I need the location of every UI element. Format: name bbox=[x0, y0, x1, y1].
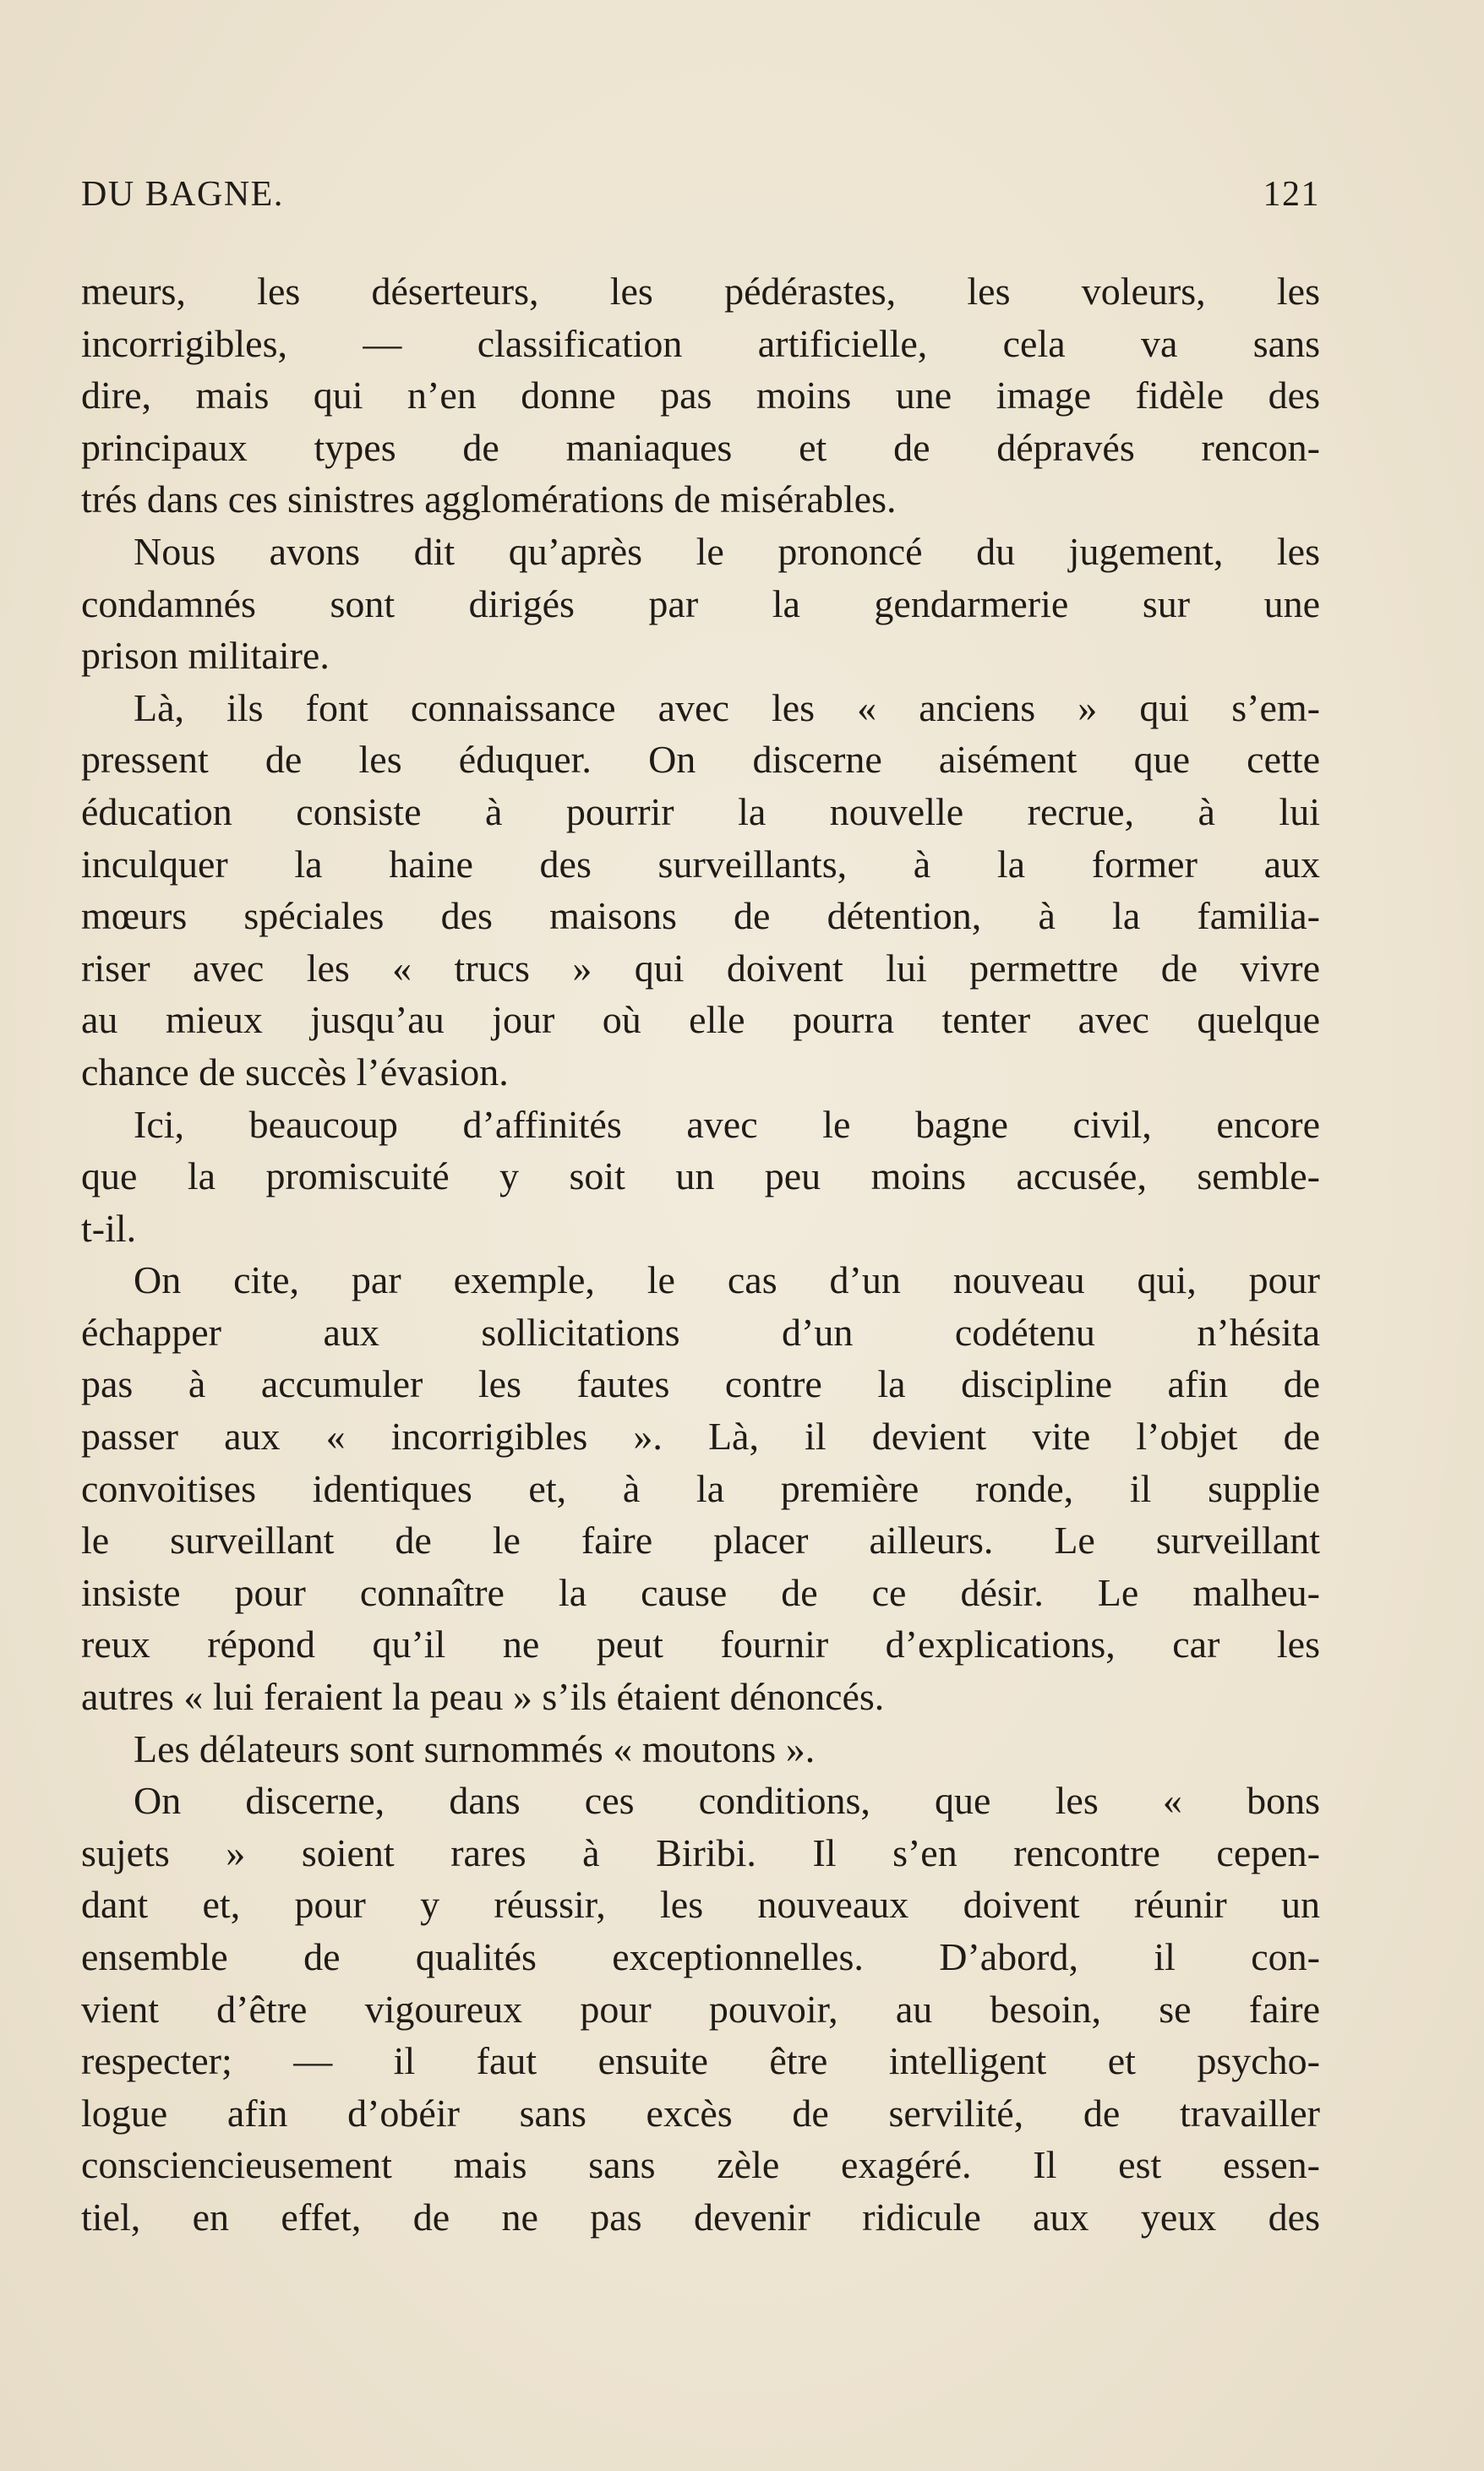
text-line: passer aux « incorrigibles ». Là, il devient vite l’objet de bbox=[81, 1415, 1320, 1459]
text-line: meurs, les déserteurs, les pédérastes, les voleurs, les bbox=[81, 270, 1320, 313]
text-line: au mieux jusqu’au jour où elle pourra tenter avec quelque bbox=[81, 998, 1320, 1042]
text-line: le surveillant de le faire placer ailleurs. Le surveillant bbox=[81, 1519, 1320, 1563]
running-title: DU BAGNE. bbox=[81, 175, 284, 214]
text-line: dire, mais qui n’en donne pas moins une image fidèle des bbox=[81, 374, 1320, 417]
text-line: Nous avons dit qu’après le prononcé du jugement, les bbox=[134, 529, 1320, 573]
text-line: inculquer la haine des surveillants, à la former aux bbox=[81, 842, 1320, 886]
text-line: convoitises identiques et, à la première ronde, il supplie bbox=[81, 1466, 1320, 1510]
text-line: t-il. bbox=[81, 1206, 137, 1250]
text-line: autres « lui feraient la peau » s’ils étaient dénoncés. bbox=[81, 1675, 885, 1719]
text-line: riser avec les « trucs » qui doivent lui permettre de vivre bbox=[81, 946, 1320, 990]
text-line: logue afin d’obéir sans excès de servilité, de travailler bbox=[81, 2091, 1320, 2135]
text-line: pas à accumuler les fautes contre la discipline afin de bbox=[81, 1362, 1320, 1406]
text-line: condamnés sont dirigés par la gendarmerie sur une bbox=[81, 581, 1320, 625]
text-line: dant et, pour y réussir, les nouveaux doivent réunir un bbox=[81, 1883, 1320, 1927]
text-line: consciencieusement mais sans zèle exagéré. Il est essen- bbox=[81, 2143, 1320, 2187]
text-line: vient d’être vigoureux pour pouvoir, au besoin, se faire bbox=[81, 1987, 1320, 2031]
text-line: éducation consiste à pourrir la nouvelle recrue, à lui bbox=[81, 789, 1320, 833]
text-line: pressent de les éduquer. On discerne aisément que cette bbox=[81, 738, 1320, 782]
text-line: On cite, par exemple, le cas d’un nouveau qui, pour bbox=[134, 1258, 1320, 1302]
text-line: trés dans ces sinistres agglomérations de misérables. bbox=[81, 477, 897, 521]
page-number: 121 bbox=[1263, 175, 1320, 214]
text-line: chance de succès l’évasion. bbox=[81, 1050, 509, 1094]
text-line: reux répond qu’il ne peut fournir d’explications, car les bbox=[81, 1623, 1320, 1666]
text-line: principaux types de maniaques et de dépravés rencon- bbox=[81, 425, 1320, 469]
text-line: prison militaire. bbox=[81, 634, 330, 678]
text-line: Les délateurs sont surnommés « moutons ». bbox=[134, 1726, 816, 1770]
text-line: Ici, beaucoup d’affinités avec le bagne civil, encore bbox=[134, 1102, 1320, 1146]
text-line: respecter; — il faut ensuite être intelligent et psycho- bbox=[81, 2039, 1320, 2083]
text-line: tiel, en effet, de ne pas devenir ridicule aux yeux des bbox=[81, 2195, 1320, 2239]
body-text bbox=[81, 265, 1320, 2244]
text-line: que la promiscuité y soit un peu moins accusée, semble- bbox=[81, 1154, 1320, 1198]
text-line: On discerne, dans ces conditions, que les « bons bbox=[134, 1779, 1320, 1823]
text-line: mœurs spéciales des maisons de détention, à la familia- bbox=[81, 894, 1320, 938]
text-line: ensemble de qualités exceptionnelles. D’abord, il con- bbox=[81, 1935, 1320, 1978]
text-line: incorrigibles, — classification artificielle, cela va sans bbox=[81, 321, 1320, 365]
text-line: Là, ils font connaissance avec les « anciens » qui s’em- bbox=[134, 685, 1320, 729]
text-line: insiste pour connaître la cause de ce désir. Le malheu- bbox=[81, 1570, 1320, 1614]
text-line: échapper aux sollicitations d’un codétenu n’hésita bbox=[81, 1310, 1320, 1354]
text-line: sujets » soient rares à Biribi. Il s’en rencontre cepen- bbox=[81, 1830, 1320, 1874]
running-head bbox=[81, 174, 1320, 225]
